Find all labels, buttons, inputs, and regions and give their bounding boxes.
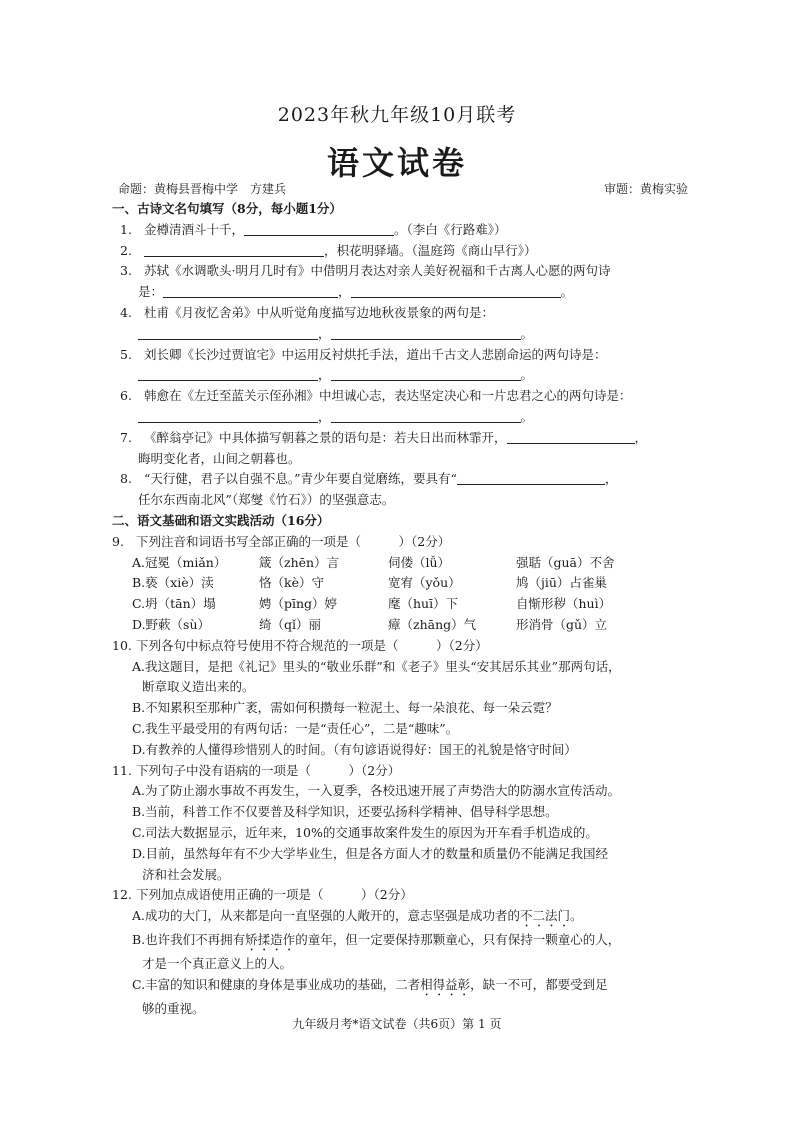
q12-option-c — [112, 975, 682, 999]
question-number: 5. — [120, 346, 132, 362]
question-text: 韩愈在《左迁至蓝关示侄孙湘》中坦诚心志，表达坚定决心和一片忠君之心的两句诗是： — [144, 388, 632, 404]
question-stem: 下列注音和词语书写全部正确的一项是（ ）（2分） — [136, 533, 451, 549]
option-item: 恪（kè）守 — [259, 575, 324, 591]
question-7 — [112, 428, 682, 449]
question-12 — [112, 885, 682, 906]
q9-option-row-a — [112, 553, 682, 574]
option-item: 自惭形秽（huì） — [516, 596, 612, 612]
answer-blank[interactable] — [138, 325, 318, 340]
answer-blank[interactable] — [351, 283, 561, 298]
end-punct: ， — [634, 429, 648, 445]
question-number: 8. — [120, 471, 132, 487]
option-text: 。 — [570, 908, 583, 924]
answer-blank[interactable] — [331, 325, 521, 340]
answer-blank[interactable] — [507, 429, 635, 444]
separator-text: ， — [318, 367, 331, 383]
option-text: C.丰富的知识和健康的身体是事业成功的基础，二者 — [132, 976, 421, 992]
end-punct: 。 — [520, 325, 534, 341]
answer-blank[interactable] — [163, 283, 338, 298]
q10-option-a-continuation: 断章取义造出来的。 — [142, 679, 255, 695]
question-text: 苏轼《水调歌头·明月几时有》中借明月表达对亲人美好祝福和千古离人心愿的两句诗 — [144, 263, 611, 279]
question-5 — [112, 345, 682, 366]
separator-text: ， — [318, 325, 331, 341]
exam-author: 命题：黄梅县晋梅中学 方建兵 — [118, 182, 287, 196]
question-number: 6. — [120, 388, 132, 404]
question-4-answer-line — [112, 324, 682, 345]
q10-option-a: A.我这题目，是把《礼记》里头的“敬业乐群”和《老子》里头“安其居乐其业”那两句话， — [132, 658, 621, 674]
q10-option-c: C.我生平最受用的有两句话：一是“责任心”，二是“趣味”。 — [132, 720, 459, 736]
option-item: 宽宥（yǒu） — [388, 575, 461, 591]
question-number: 9. — [112, 533, 124, 549]
question-text: 刘长卿《长沙过贾谊宅》中运用反衬烘托手法，道出千古文人悲剧命运的两句诗是： — [144, 346, 607, 362]
q12-option-b — [112, 930, 682, 954]
question-3-answer-line — [112, 282, 682, 303]
q9-option-row-d — [112, 615, 682, 636]
option-item: D.野蔌（sù） — [132, 616, 211, 632]
answer-blank[interactable] — [138, 408, 318, 423]
question-1 — [112, 220, 682, 241]
question-number: 12. — [112, 887, 132, 903]
option-item: 伺偻（lǚ） — [388, 554, 451, 570]
end-punct: 。 — [560, 284, 574, 300]
q11-option-d-continuation: 济和社会发展。 — [142, 866, 230, 882]
exam-reviewer: 审题：黄梅实验 — [603, 182, 688, 196]
question-text: 金樽清酒斗十千， — [144, 221, 245, 237]
exam-subject-title: 语文试卷 — [326, 144, 467, 182]
question-number: 11. — [112, 762, 132, 778]
question-number: 7. — [120, 429, 132, 445]
q10-option-b: B.不知累积至那种广袤，需如何积攒每一粒泥土、每一朵浪花、每一朵云霓？ — [132, 700, 558, 716]
option-item: 强聒（guā）不舍 — [516, 554, 615, 570]
dotted-idiom: 矫揉造作 — [245, 932, 296, 948]
option-text: B.也许我们不再拥有 — [132, 932, 246, 948]
question-text: ，枳花明驿墙。（温庭筠《商山早行》） — [324, 242, 537, 258]
answer-blank[interactable] — [457, 470, 605, 485]
question-number: 2. — [120, 242, 132, 258]
question-8-continuation: 任尔东西南北风”（郑燮《竹石》）的坚强意志。 — [138, 492, 395, 508]
answer-blank[interactable] — [331, 366, 521, 381]
option-item: 麾（huī）下 — [388, 596, 459, 612]
question-3 — [112, 261, 682, 282]
answer-blank[interactable] — [144, 242, 324, 257]
q12-option-c-continuation: 够的重视。 — [142, 1000, 205, 1016]
q11-option-b: B.当前，科普工作不仅要普及科学知识，还要弘扬科学精神、倡导科学思想。 — [132, 804, 558, 820]
option-item: 形消骨（gǔ）立 — [516, 616, 608, 632]
end-punct: 。 — [520, 408, 534, 424]
option-item: B.亵（xiè）渎 — [132, 575, 214, 591]
dotted-idiom: 不二法门 — [520, 908, 571, 924]
question-text: “天行健，君子以自强不息。”青少年要自觉磨练，要具有“ — [144, 471, 457, 487]
q9-option-row-c — [112, 594, 682, 615]
answer-blank[interactable] — [331, 408, 521, 423]
question-number: 3. — [120, 263, 132, 279]
separator-text: ， — [338, 284, 351, 300]
question-stem: 下列各句中标点符号使用不符合规范的一项是（ ）（2分） — [136, 637, 488, 653]
question-10 — [112, 636, 682, 657]
dotted-idiom: 相得益彰 — [420, 976, 471, 992]
question-2 — [112, 241, 682, 262]
question-text: 是： — [138, 284, 164, 300]
section1-heading: 一、古诗文名句填写（8分，每小题1分） — [112, 201, 342, 216]
q12-option-b-continuation: 才是一个真正意义上的人。 — [142, 956, 293, 972]
option-item: 娉（pīng）婷 — [259, 596, 338, 612]
option-item: 箴（zhēn）言 — [259, 554, 340, 570]
question-number: 1. — [120, 221, 132, 237]
question-number: 10. — [112, 637, 132, 653]
question-number: 4. — [120, 304, 132, 320]
question-text: 。（李白《行路难》） — [394, 221, 507, 237]
question-5-answer-line — [112, 365, 682, 386]
question-6 — [112, 386, 682, 407]
separator-text: ， — [318, 408, 331, 424]
q12-option-a — [112, 906, 682, 930]
q11-option-d: D.目前，虽然每年有不少大学毕业生，但是各方面人才的数量和质量仍不能满足我国经 — [132, 845, 609, 861]
q10-option-d: D.有教养的人懂得珍惜别人的时间。（有句谚语说得好：国王的礼貌是恪守时间） — [132, 741, 577, 757]
exam-body — [112, 199, 682, 1020]
question-text: 杜甫《月夜忆舍弟》中从听觉角度描写边地秋夜景象的两句是： — [144, 304, 495, 320]
question-11 — [112, 761, 682, 782]
question-7-continuation: 晦明变化者，山间之朝暮也。 — [138, 450, 301, 466]
page-footer: 九年级月考*语文试卷（共6页）第 1 页 — [292, 1017, 502, 1031]
option-text: A.成功的大门，从来都是向一直坚强的人敞开的，意志坚强是成功者的 — [132, 908, 521, 924]
q11-option-c: C.司法大数据显示，近年来，10%的交通事故案件发生的原因为开车看手机造成的。 — [132, 824, 598, 840]
question-8 — [112, 469, 682, 490]
question-stem: 下列句子中没有语病的一项是（ ）（2分） — [136, 762, 401, 778]
end-punct: ， — [604, 471, 618, 487]
option-item: C.坍（tān）塌 — [132, 596, 216, 612]
question-stem: 下列加点成语使用正确的一项是（ ）（2分） — [136, 887, 413, 903]
answer-blank[interactable] — [244, 221, 394, 236]
answer-blank[interactable] — [138, 366, 318, 381]
question-9 — [112, 532, 682, 553]
question-text: 《醉翁亭记》中具体描写朝暮之景的语句是：若夫日出而林霏开， — [144, 429, 507, 445]
option-text: ，缺一不可，都要受到足 — [470, 976, 608, 992]
option-item: 鸠（jiū）占雀巢 — [516, 575, 607, 591]
question-4 — [112, 303, 682, 324]
exam-title: 2023年秋九年级10月联考 — [277, 104, 517, 126]
end-punct: 。 — [520, 367, 534, 383]
option-text: 的童年，但一定要保持那颗童心，只有保持一颗童心的人， — [295, 932, 621, 948]
section2-heading: 二、语文基础和语文实践活动（16分） — [112, 512, 330, 528]
question-6-answer-line — [112, 407, 682, 428]
q9-option-row-b — [112, 573, 682, 594]
option-item: 瘴（zhāng）气 — [388, 616, 477, 632]
q11-option-a: A.为了防止溺水事故不再发生，一入夏季，各校迅速开展了声势浩大的防溺水宣传活动。 — [132, 783, 621, 799]
option-item: 绮（qǐ）丽 — [259, 616, 321, 632]
option-item: A.冠冕（miǎn） — [132, 554, 227, 570]
